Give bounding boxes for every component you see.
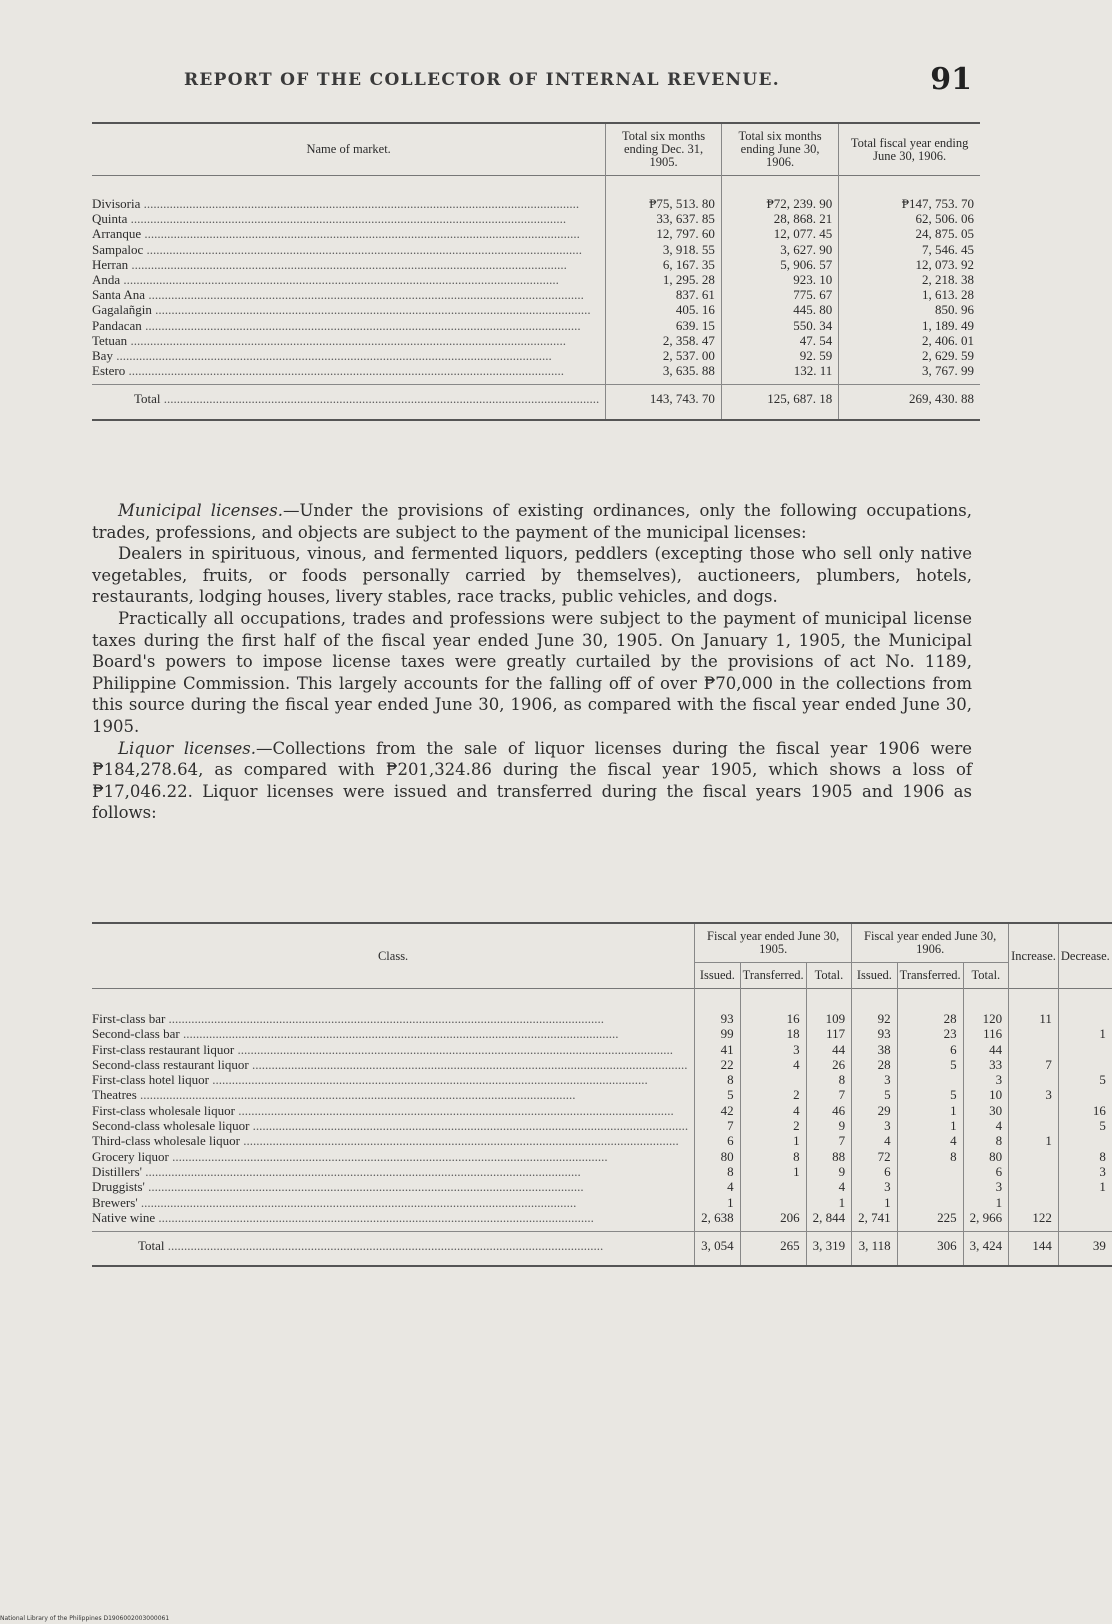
table-cell: 3	[852, 1179, 898, 1194]
table-cell: 11	[1009, 989, 1059, 1027]
liquor-licenses-table	[92, 922, 1112, 1267]
row-label: Theatres .....	[92, 1087, 688, 1102]
table-row	[92, 348, 980, 363]
table-cell: 5	[1058, 1118, 1111, 1133]
table-cell: 120	[963, 989, 1009, 1027]
table-cell: 3, 767. 99	[839, 363, 980, 385]
table-cell	[1058, 989, 1111, 1027]
table-row	[92, 1195, 1112, 1210]
row-label: Estero .....	[92, 363, 599, 378]
table-cell: 46	[806, 1103, 852, 1118]
table-cell: 265	[740, 1232, 806, 1267]
table-cell: 9	[806, 1164, 852, 1179]
column-header: Name of market.	[306, 142, 391, 156]
table-cell: 116	[963, 1026, 1009, 1041]
row-label: Arranque .....	[92, 226, 599, 241]
table-cell: 8	[695, 1072, 741, 1087]
row-label: First-class wholesale liquor .....	[92, 1103, 688, 1118]
row-label: Druggists' .....	[92, 1179, 688, 1194]
total-label: Total .....	[138, 1238, 688, 1253]
table-cell	[1058, 1195, 1111, 1210]
row-label: Pandacan .....	[92, 318, 599, 333]
column-group-header: Fiscal year ended June 30, 1905.	[695, 923, 852, 963]
table-cell: 92. 59	[721, 348, 838, 363]
table-cell: 3	[963, 1072, 1009, 1087]
table-cell: 5	[1058, 1072, 1111, 1087]
table-cell: 6	[852, 1164, 898, 1179]
table-cell: 8	[963, 1133, 1009, 1148]
table-cell	[1009, 1103, 1059, 1118]
paragraph: Dealers in spirituous, vinous, and fermented liquors, peddlers (excepting those who sell only native vegetables, fruits, or foods personally carried by themselves), auctioneers, plumbers, hotels, restaurants, lodging houses, livery stables, race tracks, public vehicles, and dogs.	[92, 544, 972, 607]
table-total-row	[92, 1232, 1112, 1267]
liquor-table-body	[92, 989, 1112, 1232]
table-row	[92, 363, 980, 385]
table-cell: 12, 073. 92	[839, 257, 980, 272]
table-cell: 3, 627. 90	[721, 242, 838, 257]
table-row	[92, 1042, 1112, 1057]
table-cell: 269, 430. 88	[839, 385, 980, 420]
table-cell: 639. 15	[606, 318, 722, 333]
table-cell: ₱147, 753. 70	[839, 176, 980, 212]
table-cell	[1058, 1087, 1111, 1102]
table-cell: 4	[806, 1179, 852, 1194]
column-header: Issued.	[695, 963, 741, 989]
row-label: Second-class wholesale liquor .....	[92, 1118, 688, 1133]
table-cell: 5	[897, 1087, 963, 1102]
row-label: First-class hotel liquor .....	[92, 1072, 688, 1087]
table-cell	[740, 1195, 806, 1210]
table-cell: 44	[963, 1042, 1009, 1057]
table-cell: 3	[852, 1072, 898, 1087]
table-cell: 26	[806, 1057, 852, 1072]
table-cell: 1	[1058, 1026, 1111, 1041]
table-cell: 39	[1058, 1232, 1111, 1267]
paragraph: Municipal licenses.—Under the provisions of existing ordinances, only the following occupations, trades, professions, and objects are subject to the payment of the municipal licenses:	[92, 501, 973, 542]
table-cell: 28, 868. 21	[721, 211, 838, 226]
table-cell: 6	[695, 1133, 741, 1148]
table-cell	[1058, 1057, 1111, 1072]
table-cell: 122	[1009, 1210, 1059, 1232]
column-header: Transferred.	[897, 963, 963, 989]
table-cell	[1009, 1179, 1059, 1194]
row-label: Santa Ana .....	[92, 287, 599, 302]
row-label: Second-class restaurant liquor .....	[92, 1057, 688, 1072]
row-label: Gagalañgin .....	[92, 302, 599, 317]
table-row	[92, 226, 980, 241]
table-cell: 28	[852, 1057, 898, 1072]
column-header: Total.	[806, 963, 852, 989]
table-cell: 80	[963, 1149, 1009, 1164]
column-header: Total six months ending Dec. 31, 1905.	[606, 123, 722, 176]
table-cell	[1009, 1149, 1059, 1164]
table-cell	[1009, 1118, 1059, 1133]
row-label: Third-class wholesale liquor .....	[92, 1133, 688, 1148]
table-cell: 3	[1058, 1164, 1111, 1179]
table-row	[92, 1149, 1112, 1164]
table-cell: 3	[740, 1042, 806, 1057]
table-cell: 837. 61	[606, 287, 722, 302]
table-cell	[740, 1179, 806, 1194]
table-row	[92, 1057, 1112, 1072]
column-header: Class.	[377, 948, 409, 963]
table-cell: 4	[740, 1103, 806, 1118]
row-label: Bay .....	[92, 348, 599, 363]
table-cell: 12, 797. 60	[606, 226, 722, 241]
table-cell: 42	[695, 1103, 741, 1118]
table-cell: 7	[806, 1133, 852, 1148]
table-cell: 4	[695, 1179, 741, 1194]
table-cell: 44	[806, 1042, 852, 1057]
table-cell: 2, 358. 47	[606, 333, 722, 348]
table-cell: 1, 613. 28	[839, 287, 980, 302]
table-cell: 550. 34	[721, 318, 838, 333]
table-cell: 3, 424	[963, 1232, 1009, 1267]
table-cell: 7, 546. 45	[839, 242, 980, 257]
table-row	[92, 302, 980, 317]
row-label: First-class bar .....	[92, 1011, 688, 1026]
table-cell: 6	[963, 1164, 1009, 1179]
table-row	[92, 1072, 1112, 1087]
table-header-row	[92, 923, 1112, 963]
running-title: REPORT OF THE COLLECTOR OF INTERNAL REVENUE.	[184, 70, 780, 90]
table-row	[92, 1118, 1112, 1133]
table-cell: 143, 743. 70	[606, 385, 722, 420]
table-cell: 6	[897, 1042, 963, 1057]
table-cell: 33, 637. 85	[606, 211, 722, 226]
table-cell: 144	[1009, 1232, 1059, 1267]
table-cell	[1009, 1164, 1059, 1179]
table-cell: 3, 635. 88	[606, 363, 722, 385]
table-cell: 10	[963, 1087, 1009, 1102]
paragraph: Liquor licenses.—Collections from the sale of liquor licenses during the fiscal year 1906 were ₱184,278.64, as compared with ₱201,324.86 during the fiscal year 1905, which shows a loss of ₱17,046.22. Liquor licenses were issued and transferred during the fiscal years 1905 and 1906 as follows:	[92, 738, 972, 823]
paragraph: Practically all occupations, trades and professions were subject to the payment of municipal license taxes during the first half of the fiscal year ended June 30, 1905. On January 1, 1905, the Municipal Board's powers to impose license taxes were greatly curtailed by the provisions of act No. 1189, Philippine Commission. This largely accounts for the falling off of over ₱70,000 in the collections from this source during the fiscal year ended June 30, 1906, as compared with the fiscal year ended June 30, 1905.	[92, 608, 972, 736]
table-row	[92, 287, 980, 302]
table-cell: 38	[852, 1042, 898, 1057]
table-cell	[897, 1179, 963, 1194]
market-collections-table	[92, 122, 980, 421]
table-cell: 2, 629. 59	[839, 348, 980, 363]
table-cell	[1058, 1210, 1111, 1232]
table-cell: 1	[897, 1103, 963, 1118]
table-cell: 4	[963, 1118, 1009, 1133]
table-cell: 2, 406. 01	[839, 333, 980, 348]
table-cell: 4	[897, 1133, 963, 1148]
table-cell: 12, 077. 45	[721, 226, 838, 241]
table-cell: 30	[963, 1103, 1009, 1118]
table-cell	[1058, 1133, 1111, 1148]
table-row	[92, 1103, 1112, 1118]
row-label: Second-class bar .....	[92, 1026, 688, 1041]
table-cell: 1	[963, 1195, 1009, 1210]
column-header: Total six months ending June 30, 1906.	[721, 123, 838, 176]
table-cell: 80	[695, 1149, 741, 1164]
table-cell: 2	[740, 1118, 806, 1133]
table-cell: 8	[695, 1164, 741, 1179]
table-cell: 23	[897, 1026, 963, 1041]
table-cell: 7	[695, 1118, 741, 1133]
table-cell: 1	[897, 1118, 963, 1133]
scan-footer: National Library of the Philippines D1906002003000061	[0, 1615, 170, 1622]
table-cell: 117	[806, 1026, 852, 1041]
table-cell: 47. 54	[721, 333, 838, 348]
table-cell: 1	[806, 1195, 852, 1210]
table-cell: 206	[740, 1210, 806, 1232]
table-cell: 93	[695, 989, 741, 1027]
table-cell: 125, 687. 18	[721, 385, 838, 420]
table-cell	[897, 1195, 963, 1210]
row-label: Tetuan .....	[92, 333, 599, 348]
table-cell	[1009, 1042, 1059, 1057]
table-cell: 72	[852, 1149, 898, 1164]
table-cell: 99	[695, 1026, 741, 1041]
run-in-heading: Liquor licenses.	[118, 738, 256, 758]
table-cell: 775. 67	[721, 287, 838, 302]
table-cell: 18	[740, 1026, 806, 1041]
table-cell: 41	[695, 1042, 741, 1057]
column-group-header: Fiscal year ended June 30, 1906.	[852, 923, 1009, 963]
row-label: Brewers' .....	[92, 1195, 688, 1210]
table-cell: 3, 054	[695, 1232, 741, 1267]
table-cell: 88	[806, 1149, 852, 1164]
row-label: Grocery liquor .....	[92, 1149, 688, 1164]
table-cell: 2, 218. 38	[839, 272, 980, 287]
table-cell: ₱72, 239. 90	[721, 176, 838, 212]
row-label: Divisoria .....	[92, 196, 599, 211]
table-row	[92, 1087, 1112, 1102]
table-cell: 8	[806, 1072, 852, 1087]
table-cell: 1	[740, 1133, 806, 1148]
table-row	[92, 242, 980, 257]
table-cell: 2, 638	[695, 1210, 741, 1232]
row-label: Native wine .....	[92, 1210, 688, 1225]
table-cell: 225	[897, 1210, 963, 1232]
table-cell: 93	[852, 1026, 898, 1041]
page-number: 91	[930, 62, 972, 97]
table-cell: 7	[806, 1087, 852, 1102]
table-cell: 28	[897, 989, 963, 1027]
table-cell: 3, 319	[806, 1232, 852, 1267]
table-cell: 1	[1009, 1133, 1059, 1148]
table-cell: 405. 16	[606, 302, 722, 317]
table-header-row	[92, 123, 980, 176]
table-cell: 3, 118	[852, 1232, 898, 1267]
table-cell: 5	[852, 1087, 898, 1102]
table-cell: 1, 189. 49	[839, 318, 980, 333]
table-cell: 4	[852, 1133, 898, 1148]
table-total-row	[92, 385, 980, 420]
body-text	[92, 500, 972, 824]
table-cell: ₱75, 513. 80	[606, 176, 722, 212]
table-cell	[1058, 1042, 1111, 1057]
table-row	[92, 333, 980, 348]
table-cell: 1, 295. 28	[606, 272, 722, 287]
table-cell: 2	[740, 1087, 806, 1102]
table-row	[92, 272, 980, 287]
table-row	[92, 318, 980, 333]
table-cell: 8	[740, 1149, 806, 1164]
table-cell: 2, 741	[852, 1210, 898, 1232]
row-label: Herran .....	[92, 257, 599, 272]
table-cell: 8	[1058, 1149, 1111, 1164]
column-header: Transferred.	[740, 963, 806, 989]
row-label: Quinta .....	[92, 211, 599, 226]
table-cell	[1009, 1072, 1059, 1087]
table-cell: 1	[695, 1195, 741, 1210]
table-cell: 850. 96	[839, 302, 980, 317]
row-label: First-class restaurant liquor .....	[92, 1042, 688, 1057]
table-cell	[1009, 1195, 1059, 1210]
table-cell: 24, 875. 05	[839, 226, 980, 241]
column-header: Total.	[963, 963, 1009, 989]
row-label: Distillers' .....	[92, 1164, 688, 1179]
table-cell: 3	[1009, 1087, 1059, 1102]
table-cell: 1	[740, 1164, 806, 1179]
table-cell: 16	[1058, 1103, 1111, 1118]
total-label: Total .....	[134, 391, 599, 406]
table-cell: 4	[740, 1057, 806, 1072]
table-cell: 923. 10	[721, 272, 838, 287]
page-header	[92, 62, 972, 102]
table-cell: 5	[897, 1057, 963, 1072]
table-row	[92, 176, 980, 212]
row-label: Sampaloc .....	[92, 242, 599, 257]
table-cell: 306	[897, 1232, 963, 1267]
table-cell: 2, 844	[806, 1210, 852, 1232]
table-cell: 1	[852, 1195, 898, 1210]
table-cell	[740, 1072, 806, 1087]
column-header: Issued.	[852, 963, 898, 989]
column-header: Total fiscal year ending June 30, 1906.	[839, 123, 980, 176]
table-cell: 5, 906. 57	[721, 257, 838, 272]
column-header: Decrease.	[1058, 923, 1111, 989]
table-cell: 2, 537. 00	[606, 348, 722, 363]
market-table-body	[92, 176, 980, 385]
table-row	[92, 1210, 1112, 1232]
table-cell: 22	[695, 1057, 741, 1072]
table-cell: 1	[1058, 1179, 1111, 1194]
table-cell	[897, 1164, 963, 1179]
column-header: Increase.	[1009, 923, 1059, 989]
table-cell	[1009, 1026, 1059, 1041]
table-cell: 2, 966	[963, 1210, 1009, 1232]
table-cell: 33	[963, 1057, 1009, 1072]
table-cell: 92	[852, 989, 898, 1027]
table-cell: 3	[963, 1179, 1009, 1194]
table-row	[92, 1179, 1112, 1194]
table-row	[92, 1026, 1112, 1041]
table-cell: 109	[806, 989, 852, 1027]
row-label: Anda .....	[92, 272, 599, 287]
table-cell: 8	[897, 1149, 963, 1164]
table-row	[92, 989, 1112, 1027]
run-in-heading: Municipal licenses.	[118, 501, 283, 520]
table-cell	[897, 1072, 963, 1087]
table-cell: 16	[740, 989, 806, 1027]
table-cell: 7	[1009, 1057, 1059, 1072]
table-cell: 5	[695, 1087, 741, 1102]
table-cell: 29	[852, 1103, 898, 1118]
table-row	[92, 211, 980, 226]
table-cell: 62, 506. 06	[839, 211, 980, 226]
table-cell: 3, 918. 55	[606, 242, 722, 257]
table-row	[92, 257, 980, 272]
table-row	[92, 1164, 1112, 1179]
table-row	[92, 1133, 1112, 1148]
table-cell: 445. 80	[721, 302, 838, 317]
table-cell: 9	[806, 1118, 852, 1133]
table-cell: 6, 167. 35	[606, 257, 722, 272]
table-cell: 3	[852, 1118, 898, 1133]
table-cell: 132. 11	[721, 363, 838, 385]
